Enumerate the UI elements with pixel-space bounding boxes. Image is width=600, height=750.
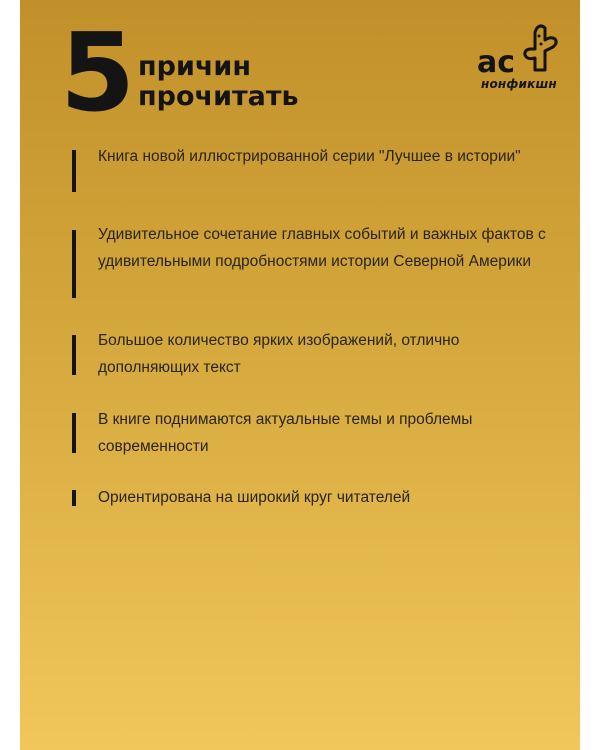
- reason-bullet-bar: [72, 335, 76, 375]
- headline-line-2: прочитать: [138, 81, 299, 112]
- reason-bullet-bar: [72, 230, 76, 298]
- logo-mark: ас: [477, 45, 516, 80]
- reason-text: Ориентирована на широкий круг читателей: [98, 489, 411, 506]
- reason-bullet-bar: [72, 413, 76, 453]
- reason-text: Большое количество ярких изображений, отлично дополняющих текст: [98, 332, 460, 376]
- headline-line-1: причин: [138, 51, 252, 82]
- promo-card: [20, 0, 580, 750]
- reason-text: В книге поднимаются актуальные темы и проблемы современности: [98, 411, 473, 455]
- publisher-logo: [475, 22, 565, 94]
- headline: [138, 52, 299, 112]
- reason-text: Книга новой иллюстрированной серии "Лучшее в истории": [98, 148, 521, 165]
- reason-bullet-bar: [72, 150, 76, 192]
- logo-subtitle: нонфикшн: [481, 77, 557, 91]
- reason-bullet-bar: [72, 490, 76, 506]
- big-number: 5: [60, 11, 136, 136]
- reason-text: Удивительное сочетание главных событий и важных фактов с удивительными подробностями истории Северной Америки: [98, 226, 546, 270]
- cactus-logo-icon: [475, 22, 565, 82]
